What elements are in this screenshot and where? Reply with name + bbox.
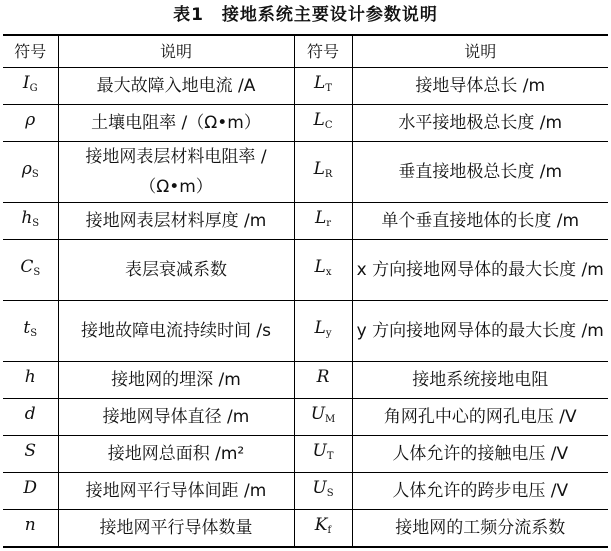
parameter-table xyxy=(3,34,608,548)
symbol-cell xyxy=(294,105,352,142)
description-cell: 接地网表层材料厚度 /m xyxy=(58,203,294,240)
symbol: $h_S$ xyxy=(21,208,40,229)
description-cell: x 方向接地网导体的最大长度 /m xyxy=(352,240,608,301)
table-row xyxy=(3,68,608,105)
symbol-cell xyxy=(3,473,58,510)
table-row xyxy=(3,203,608,240)
symbol-cell xyxy=(3,105,58,142)
description-cell: 接地网的埋深 /m xyxy=(58,362,294,399)
table-row xyxy=(3,142,608,203)
description-cell: 接地导体总长 /m xyxy=(352,68,608,105)
symbol: D xyxy=(23,478,38,498)
symbol: $L_T$ xyxy=(314,73,332,94)
symbol: $U_T$ xyxy=(312,441,334,462)
symbol: $t_S$ xyxy=(23,318,38,339)
description-cell: 水平接地极总长度 /m xyxy=(352,105,608,142)
symbol-cell xyxy=(294,301,352,362)
symbol-cell xyxy=(294,473,352,510)
symbol-cell xyxy=(294,399,352,436)
symbol: $L_C$ xyxy=(313,110,333,131)
symbol: ρ xyxy=(25,110,36,130)
description-cell: 角网孔中心的网孔电压 /V xyxy=(352,399,608,436)
description-cell: 接地网平行导体间距 /m xyxy=(58,473,294,510)
table-row xyxy=(3,301,608,362)
symbol-cell xyxy=(3,510,58,548)
description-cell: 接地网表层材料电阻率 /（Ω•m） xyxy=(58,142,294,203)
table-header-row xyxy=(3,35,608,68)
header-symbol-right: 符号 xyxy=(294,35,352,68)
symbol-cell xyxy=(294,436,352,473)
description-cell: 人体允许的接触电压 /V xyxy=(352,436,608,473)
description-cell: y 方向接地网导体的最大长度 /m xyxy=(352,301,608,362)
table-row xyxy=(3,436,608,473)
symbol: $L_x$ xyxy=(314,257,332,278)
symbol-cell xyxy=(3,399,58,436)
description-cell: 表层衰减系数 xyxy=(58,240,294,301)
symbol: n xyxy=(24,515,36,535)
table-row xyxy=(3,105,608,142)
symbol: $L_R$ xyxy=(313,159,333,180)
header-description-right: 说明 xyxy=(352,35,608,68)
description-cell: 单个垂直接地体的长度 /m xyxy=(352,203,608,240)
symbol-cell xyxy=(3,240,58,301)
symbol: S xyxy=(24,441,37,461)
symbol-cell xyxy=(3,436,58,473)
symbol: $I_G$ xyxy=(22,73,38,94)
symbol: $\rho_S$ xyxy=(21,159,39,180)
symbol-cell xyxy=(3,301,58,362)
description-cell: 土壤电阻率 /（Ω•m） xyxy=(58,105,294,142)
symbol-cell xyxy=(294,203,352,240)
description-cell: 垂直接地极总长度 /m xyxy=(352,142,608,203)
symbol: $C_S$ xyxy=(20,257,41,278)
header-description-left: 说明 xyxy=(58,35,294,68)
table-row xyxy=(3,473,608,510)
description-cell: 接地网导体直径 /m xyxy=(58,399,294,436)
symbol-cell xyxy=(294,362,352,399)
description-cell: 接地网总面积 /m² xyxy=(58,436,294,473)
table-row xyxy=(3,362,608,399)
description-cell: 人体允许的跨步电压 /V xyxy=(352,473,608,510)
description-cell: 最大故障入地电流 /A xyxy=(58,68,294,105)
symbol: $U_S$ xyxy=(312,478,334,499)
symbol: d xyxy=(24,404,36,424)
symbol: $K_f$ xyxy=(314,515,332,536)
table-caption: 表1 接地系统主要设计参数说明 xyxy=(173,5,438,25)
symbol-cell xyxy=(3,68,58,105)
table-row xyxy=(3,240,608,301)
table-row xyxy=(3,510,608,548)
symbol: h xyxy=(24,367,36,387)
symbol: $L_y$ xyxy=(314,318,332,339)
symbol-cell xyxy=(294,510,352,548)
description-cell: 接地网的工频分流系数 xyxy=(352,510,608,548)
symbol: $U_M$ xyxy=(310,404,336,425)
header-symbol-left: 符号 xyxy=(3,35,58,68)
symbol-cell xyxy=(3,203,58,240)
description-cell: 接地系统接地电阻 xyxy=(352,362,608,399)
symbol-cell xyxy=(294,240,352,301)
symbol: R xyxy=(316,367,330,387)
symbol: $L_r$ xyxy=(314,208,332,229)
symbol-cell xyxy=(3,362,58,399)
description-cell: 接地故障电流持续时间 /s xyxy=(58,301,294,362)
description-cell: 接地网平行导体数量 xyxy=(58,510,294,548)
symbol-cell xyxy=(3,142,58,203)
table-row xyxy=(3,399,608,436)
symbol-cell xyxy=(294,142,352,203)
symbol-cell xyxy=(294,68,352,105)
